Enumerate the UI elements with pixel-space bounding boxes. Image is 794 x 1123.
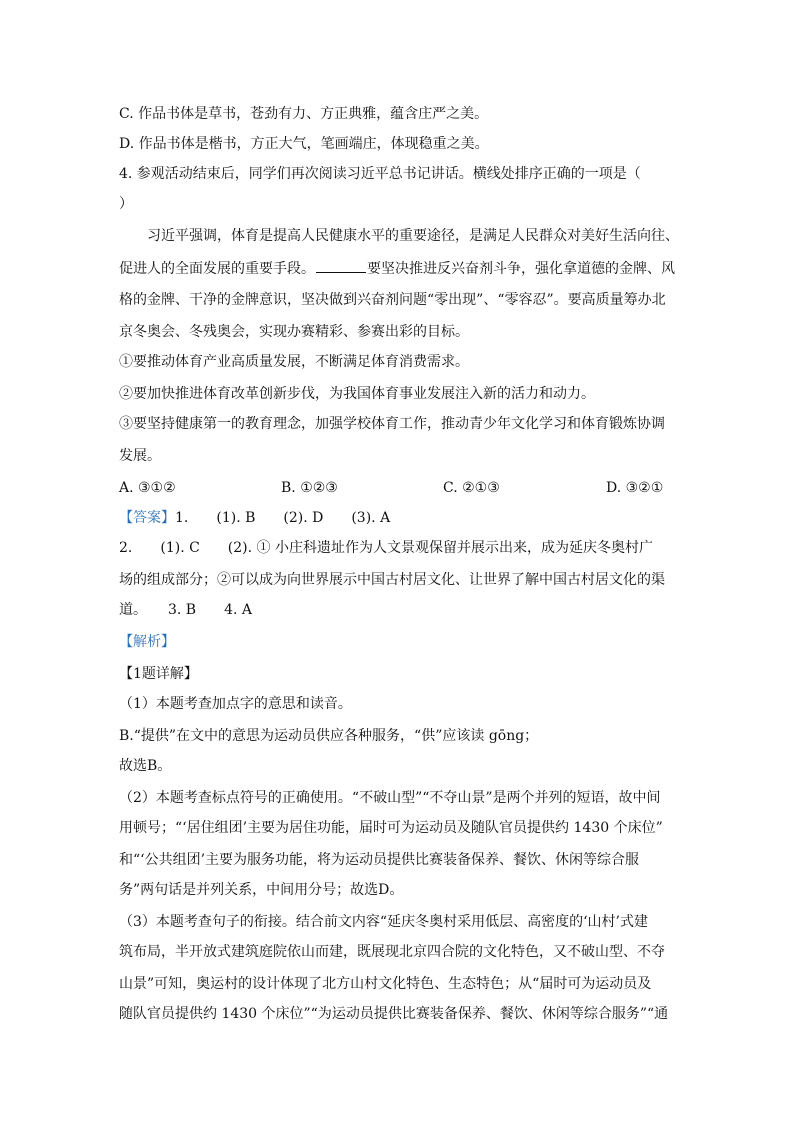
question4-stem-end: ） xyxy=(119,196,133,212)
answer-line: 2. (1). C (2). ① 小庄科遗址作为人文景观保留并展示出来，成为延庆冬奥村广 xyxy=(119,540,653,556)
analysis-para: 用顿号；“‘居住组团’主要为居住功能，届时可为运动员及随队官员提供约 1430 个床位” xyxy=(119,820,663,836)
option-c-q3: C. 作品书体是草书，苍劲有力、方正典雅，蕴含庄严之美。 xyxy=(119,106,489,122)
analysis-para: （1）本题考查加点字的意思和读音。 xyxy=(119,696,352,712)
analysis-para: 随队官员提供约 1430 个床位”“为运动员提供比赛装备保养、餐饮、休闲等综合服务”“通 xyxy=(119,1006,669,1022)
answer-line: 道。 3. B 4. A xyxy=(119,602,253,618)
analysis-para: 筑布局，半开放式建筑庭院依山而建，既展现北京四合院的文化特色，又不破山型、不夺 xyxy=(119,944,665,960)
answer-line: 场的组成部分；②可以成为向世界展示中国古村居文化、让世界了解中国古村居文化的渠 xyxy=(119,572,665,588)
analysis-para: 和“‘公共组团’主要为服务功能，将为运动员提供比赛装备保养、餐饮、休闲等综合服 xyxy=(119,852,640,868)
answer-line xyxy=(119,508,390,528)
choice-item-1: ①要推动体育产业高质量发展，不断满足体育消费需求。 xyxy=(119,354,469,370)
analysis-label: 【解析】 xyxy=(119,634,175,650)
passage-line xyxy=(119,258,675,279)
q1-heading: 【1题详解】 xyxy=(119,666,198,682)
choice-item-2: ②要加快推进体育改革创新步伐，为我国体育事业发展注入新的活力和动力。 xyxy=(119,386,595,402)
option-b-q4: B. ①②③ xyxy=(281,480,338,496)
analysis-para: （3）本题考查句子的衔接。结合前文内容“延庆冬奥村采用低层、高密度的‘山村’式建 xyxy=(119,914,648,930)
choice-item-3-cont: 发展。 xyxy=(119,448,161,464)
option-a-q4: A. ③①② xyxy=(119,480,176,496)
choice-item-3: ③要坚持健康第一的教育理念，加强学校体育工作，推动青少年文化学习和体育锻炼协调 xyxy=(119,416,665,432)
passage-line: 格的金牌、干净的金牌意识，坚决做到兴奋剂问题“零出现”、“零容忍”。要高质量筹办北 xyxy=(119,292,666,308)
option-c-q4: C. ②①③ xyxy=(443,480,500,496)
option-d-q3: D. 作品书体是楷书，方正大气，笔画端庄，体现稳重之美。 xyxy=(119,136,489,152)
analysis-para: 山景”可知，奥运村的设计体现了北方山村文化特色、生态特色；从“届时可为运动员及 xyxy=(119,976,652,992)
option-d-q4: D. ③②① xyxy=(606,480,664,496)
passage-line: 京冬奥会、冬残奥会，实现办赛精彩、参赛出彩的目标。 xyxy=(119,324,469,340)
answer-label: 【答案】 xyxy=(119,510,175,526)
passage-line: 习近平强调，体育是提高人民健康水平的重要途径，是满足人民群众对美好生活向往、 xyxy=(147,228,679,244)
answer-text: 1. (1). B (2). D (3). A xyxy=(175,510,391,526)
answer-blank xyxy=(316,258,366,273)
question4-stem: 4. 参观活动结束后，同学们再次阅读习近平总书记讲话。横线处排序正确的一项是（ xyxy=(119,166,641,182)
passage-text: 促进人的全面发展的重要手段。 xyxy=(119,261,315,277)
analysis-para: B.“提供”在文中的意思为运动员供应各种服务，“供”应该读 gōng； xyxy=(119,728,539,744)
analysis-para: （2）本题考查标点符号的正确使用。“不破山型”“不夺山景”是两个并列的短语，故中间 xyxy=(119,790,661,806)
analysis-para: 务”两句话是并列关系，中间用分号；故选D。 xyxy=(119,882,404,898)
analysis-para: 故选B。 xyxy=(119,758,172,774)
passage-text: 要坚决推进反兴奋剂斗争，强化拿道德的金牌、风 xyxy=(367,261,675,277)
